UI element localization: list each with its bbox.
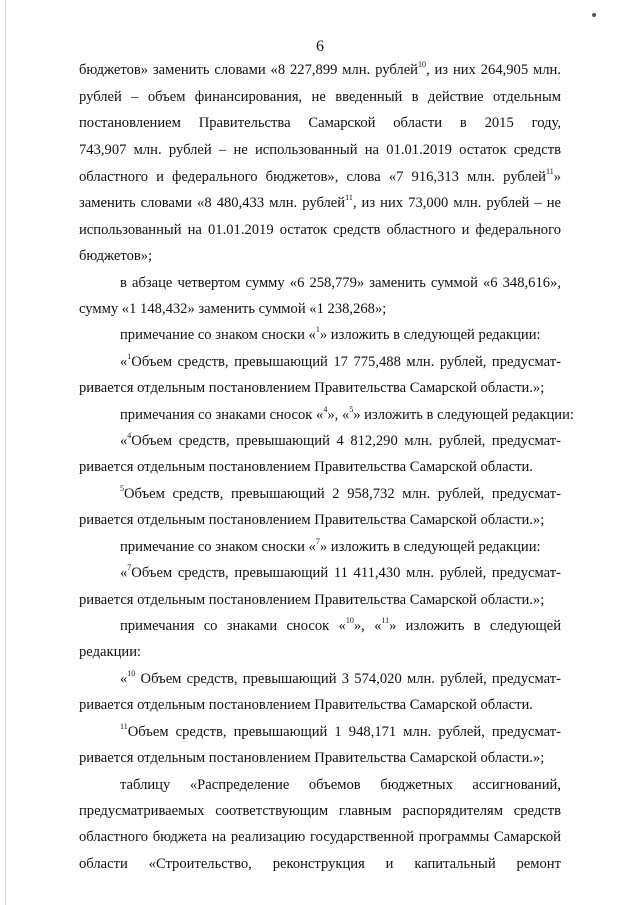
- text-line: $^5$Объем средств, превышающий 2 958,732 млн. рублей, предусмат-: [120, 484, 561, 502]
- text-line: рублей – объем финансирования, не введенный в действие отдельным: [79, 89, 561, 105]
- text-line: использованный на 01.01.2019 остаток средств областного и федерального: [79, 222, 561, 238]
- text-line: области «Строительство, реконструкция и капитальный ремонт: [79, 856, 561, 872]
- text-line: предусматриваемых соответствующим главным распорядителям средств: [79, 803, 561, 819]
- text-line: 743,907 млн. рублей – не использованный на 01.01.2019 остаток средств: [79, 142, 561, 158]
- text-line: ривается отдельным постановлением Правительства Самарской области.»;: [79, 380, 545, 396]
- text-line: бюджетов»;: [79, 248, 153, 264]
- text-line: «$^1$Объем средств, превышающий 17 775,488 млн. рублей, предусмат-: [120, 352, 561, 370]
- text-line: бюджетов» заменить словами «8 227,899 млн. рублей$^{10}$, из них 264,905 млн.: [79, 60, 561, 78]
- text-line: «$^4$Объем средств, превышающий 4 812,290 млн. рублей, предусмат-: [120, 431, 561, 449]
- text-line: заменить словами «8 480,433 млн. рублей$^{11}$, из них 73,000 млн. рублей – не: [79, 193, 562, 211]
- text-line: постановлением Правительства Самарской области в 2015 году,: [79, 115, 561, 131]
- text-line: примечание со знаком сноски «$^1$» изложить в следующей редакции:: [120, 325, 541, 343]
- text-line: ривается отдельным постановлением Правительства Самарской области.: [79, 459, 533, 475]
- text-line: областного бюджета на реализацию государственной программы Самарской: [79, 829, 561, 845]
- text-line: областного и федерального бюджетов», слова «7 916,313 млн. рублей$^{11}$»: [79, 167, 561, 185]
- text-line: ривается отдельным постановлением Правительства Самарской области.»;: [79, 512, 545, 528]
- page-number: 6: [316, 38, 324, 55]
- text-line: сумму «1 148,432» заменить суммой «1 238,268»;: [79, 301, 387, 317]
- text-line: ривается отдельным постановлением Правительства Самарской области.»;: [79, 592, 545, 608]
- text-line: «$^7$Объем средств, превышающий 11 411,430 млн. рублей, предусмат-: [120, 563, 561, 581]
- text-line: $^{11}$Объем средств, превышающий 1 948,171 млн. рублей, предусмат-: [120, 722, 561, 740]
- text-line: примечания со знаками сносок «$^4$», «$^5$» изложить в следующей редакции:: [120, 405, 574, 423]
- text-line: «$^{10}$ Объем средств, превышающий 3 574,020 млн. рублей, предусмат-: [120, 669, 561, 687]
- text-line: ривается отдельным постановлением Правительства Самарской области.: [79, 697, 533, 713]
- text-line: ривается отдельным постановлением Правительства Самарской области.»;: [79, 750, 545, 766]
- scan-edge-line: [5, 0, 6, 905]
- text-line: редакции:: [79, 644, 142, 660]
- text-line: таблицу «Распределение объемов бюджетных ассигнований,: [120, 777, 561, 793]
- text-line: примечания со знаками сносок «$^{10}$», «$^{11}$» изложить в следующей: [120, 616, 562, 634]
- scan-mark: [592, 13, 596, 17]
- text-line: примечание со знаком сноски «$^7$» изложить в следующей редакции:: [120, 537, 541, 555]
- text-line: в абзаце четвертом сумму «6 258,779» заменить суммой «6 348,616»,: [120, 275, 561, 291]
